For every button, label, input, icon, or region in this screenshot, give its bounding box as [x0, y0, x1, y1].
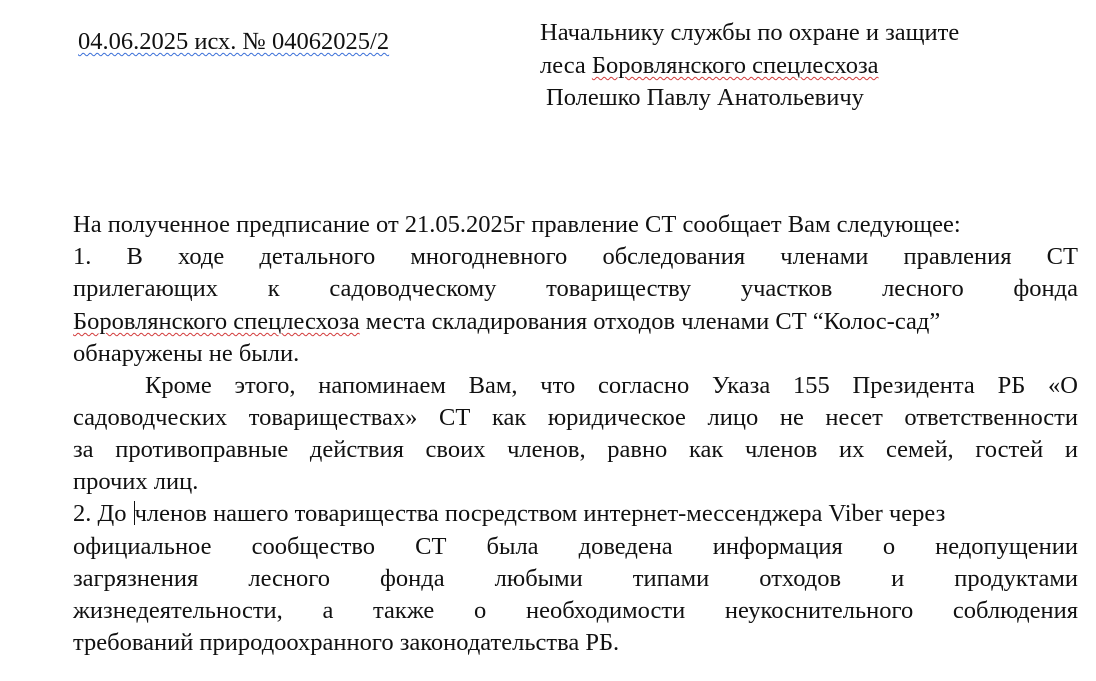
- addressee-org-name: Боровлянского спецлесхоза: [591, 52, 879, 79]
- outgoing-reference-text: 04.06.2025 исх. № 04062025/2: [78, 28, 390, 55]
- intro-line: На полученное предписание от 21.05.2025г правление СТ сообщает Вам следующее:: [73, 211, 961, 238]
- paragraph-1-line-3-rest: места складирования отходов членами СТ “Колос-сад”: [359, 308, 941, 335]
- paragraph-2-line-4: прочих лиц.: [73, 468, 199, 495]
- paragraph-1-line-3: [73, 306, 940, 338]
- paragraph-3-line-1-text: членов нашего товарищества посредством интернет-мессенджера Viber через: [134, 500, 946, 527]
- paragraph-3-line-5: требований природоохранного законодательства РБ.: [73, 629, 620, 656]
- paragraph-2-line-3: за противоправные действия своих членов, равно как членов их семей, гостей и: [73, 436, 1078, 463]
- paragraph-1-line-1: 1. В ходе детального многодневного обследования членами правления СТ: [73, 243, 1078, 270]
- outgoing-reference: [78, 26, 389, 58]
- paragraph-1-line-4: обнаружены не были.: [73, 340, 300, 367]
- paragraph-3-line-3: загрязнения лесного фонда любыми типами отходов и продуктами: [73, 565, 1078, 592]
- paragraph-3-line-4: жизнедеятельности, а также о необходимости неукоснительного соблюдения: [73, 597, 1078, 624]
- paragraph-1-line-2: прилегающих к садоводческому товариществу участков лесного фонда: [73, 275, 1078, 302]
- paragraph-2-line-2: садоводческих товариществах» СТ как юридическое лицо не несет ответственности: [73, 404, 1078, 431]
- paragraph-3-line-1: [73, 498, 1078, 530]
- addressee-line-3: Полешко Павлу Анатольевичу: [546, 84, 864, 111]
- paragraph-3-line-1-prefix: 2. До: [73, 500, 133, 527]
- paragraph-2-line-1: Кроме этого, напоминаем Вам, что согласно Указа 155 Президента РБ «О: [145, 372, 1078, 399]
- addressee-line-2-prefix: леса: [540, 52, 592, 79]
- addressee-line-1: Начальнику службы по охране и защите: [540, 19, 960, 46]
- addressee-line-2: [540, 50, 879, 82]
- org-name-underlined: Боровлянского спецлесхоза: [73, 308, 360, 335]
- paragraph-3-line-1-start: [73, 498, 945, 530]
- paragraph-3-line-2: официальное сообщество СТ была доведена информация о недопущении: [73, 533, 1078, 560]
